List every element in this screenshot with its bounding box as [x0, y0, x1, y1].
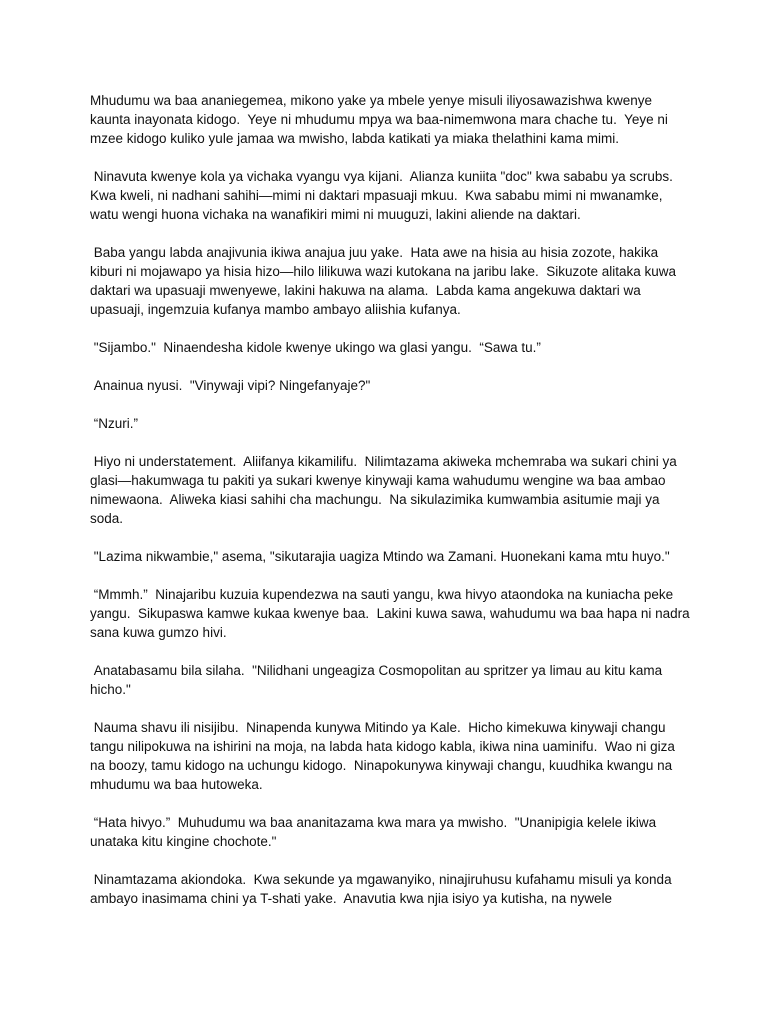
- paragraph: Ninamtazama akiondoka. Kwa sekunde ya mgawanyiko, ninajiruhusu kufahamu misuli ya konda ambayo inasimama chini ya T-shati yake. Anavutia kwa njia isiyo ya kutisha, na nywele: [90, 872, 676, 906]
- paragraph: "Sijambo." Ninaendesha kidole kwenye ukingo wa glasi yangu. “Sawa tu.”: [90, 340, 541, 355]
- paragraph: Ninavuta kwenye kola ya vichaka vyangu vya kijani. Alianza kuniita "doc" kwa sababu ya scrubs. Kwa kweli, ni nadhani sahihi—mimi ni daktari mpasuaji mkuu. Kwa sababu mimi ni mwanamke, watu wengi huona vichaka na wanafikiri mimi ni muuguzi, lakini aliende na daktari.: [90, 169, 681, 222]
- paragraph: Nauma shavu ili nisijibu. Ninapenda kunywa Mitindo ya Kale. Hicho kimekuwa kinywaji changu tangu nilipokuwa na ishirini na moja, na labda hata kidogo kabla, ikiwa nina uaminifu. Wao ni giza na boozy, tamu kidogo na uchungu kidogo. Ninapokunywa kinywaji changu, kuudhika kwangu na mhudumu wa baa hutoweka.: [90, 720, 679, 792]
- paragraph: “Hata hivyo.” Muhudumu wa baa ananitazama kwa mara ya mwisho. "Unanipigia kelele ikiwa unataka kitu kingine chochote.": [90, 815, 660, 849]
- paragraph: Anatabasamu bila silaha. "Nilidhani ungeagiza Cosmopolitan au spritzer ya limau au kitu kama hicho.": [90, 663, 666, 697]
- document-page: [90, 91, 694, 927]
- paragraph: Anainua nyusi. "Vinywaji vipi? Ningefanyaje?": [90, 378, 371, 393]
- paragraph: “Mmmh.” Ninajaribu kuzuia kupendezwa na sauti yangu, kwa hivyo ataondoka na kuniacha peke yangu. Sikupaswa kamwe kukaa kwenye baa. Lakini kuwa sawa, wahudumu wa baa hapa ni nadra sana kuwa gumzo hivi.: [90, 587, 694, 640]
- paragraph: “Nzuri.”: [90, 416, 139, 431]
- paragraph: Hiyo ni understatement. Aliifanya kikamilifu. Nilimtazama akiweka mchemraba wa sukari chini ya glasi—hakumwaga tu pakiti ya sukari kwenye kinywaji kama wahudumu wengine wa baa ambao nimewaona. Aliweka kiasi sahihi cha machungu. Na sikulazimika kumwambia asitumie maji ya soda.: [90, 454, 681, 526]
- paragraph: "Lazima nikwambie," asema, "sikutarajia uagiza Mtindo wa Zamani. Huonekani kama mtu huyo.": [90, 549, 670, 564]
- paragraph: Baba yangu labda anajivunia ikiwa anajua juu yake. Hata awe na hisia au hisia zozote, hakika kiburi ni mojawapo ya hisia hizo—hilo lilikuwa wazi kutokana na jaribu lake. Sikuzote alitaka kuwa daktari wa upasuaji mwenyewe, lakini hakuwa na alama. Labda kama angekuwa daktari wa upasuaji, ingemzuia kufanya mambo ambayo aliishia kufanya.: [90, 245, 680, 317]
- paragraph: Mhudumu wa baa ananiegemea, mikono yake ya mbele yenye misuli iliyosawazishwa kwenye kaunta inayonata kidogo. Yeye ni mhudumu mpya wa baa-nimemwona mara chache tu. Yeye ni mzee kidogo kuliko yule jamaa wa mwisho, labda katikati ya miaka thelathini kama mimi.: [90, 93, 672, 146]
